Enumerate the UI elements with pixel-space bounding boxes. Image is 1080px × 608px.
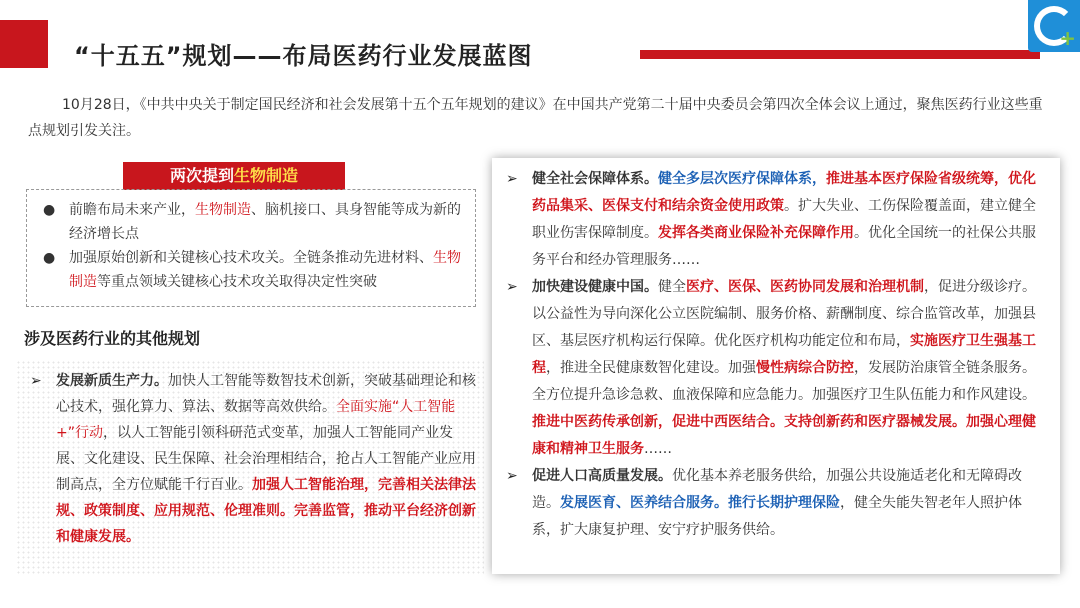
highlight-text: 健全多层次医疗保障体系， (658, 171, 826, 187)
bullet-icon: ● (43, 202, 56, 218)
text: 。优化全国统一的社保公共服务平台和经办管理服务…… (532, 225, 1036, 268)
text: …… (644, 441, 672, 457)
list-item (24, 368, 476, 550)
item-heading: 加快建设健康中国。 (532, 279, 658, 295)
header-red-line (640, 50, 1040, 59)
text: 。扩大失业、工伤保险覆盖面，建立健全职业伤害保障制度。 (532, 198, 1036, 241)
item-heading: 健全社会保障体系。 (532, 171, 658, 187)
text: 加强原始创新和关键核心技术攻关。全链条推动先进材料、 (69, 250, 433, 266)
highlight-text: 发展医育、医养结合服务。推行长期护理保险 (560, 495, 840, 511)
text: ，发展防治康管全链条服务。全方位提升急诊急救、血液保障和应急能力。加强医疗卫生队伍能力和作风建设。 (532, 360, 1036, 403)
list-item (37, 198, 465, 246)
brand-logo-icon: + (1028, 0, 1080, 52)
text: 前瞻布局未来产业， (69, 202, 195, 218)
text: ，促进分级诊疗。以公益性为导向深化公立医院编制、服务价格、薪酬制度、综合监管改革，加强县区、基层医疗机构运行保障。优化医疗机构功能定位和布局， (532, 279, 1036, 349)
highlight-text: 生物制造 (195, 202, 251, 218)
page-title: “十五五”规划——布局医药行业发展蓝图 (74, 42, 533, 70)
header-red-block (0, 20, 48, 68)
biomanufacturing-box (26, 189, 476, 307)
list-item (37, 246, 465, 294)
highlight-text: 发挥各类商业保险补充保障作用 (658, 225, 854, 241)
box1-header (123, 162, 345, 190)
highlight-text: 加强人工智能治理，完善相关法律法规、政策制度、应用规范、伦理准则。完善监管，推动平台经济创新和健康发展。 (56, 477, 476, 545)
text: ，健全失能失智老年人照护体系，扩大康复护理、安宁疗护服务供给。 (532, 495, 1022, 538)
highlight-text: 慢性病综合防控 (756, 360, 854, 376)
item-heading: 发展新质生产力。 (56, 373, 168, 389)
box1-header-prefix: 两次提到 (169, 166, 234, 185)
highlight-text: 生物制造 (69, 250, 461, 290)
box1-header-highlight: 生物制造 (234, 166, 299, 185)
text: 加快人工智能等数智技术创新，突破基础理论和核心技术，强化算力、算法、数据等高效供给。 (56, 373, 476, 415)
highlight-text: 推进基本医疗保险省级统筹，优化药品集采、医保支付和结余资金使用政策 (532, 171, 1036, 214)
text: ，推进全民健康数智化建设。加强 (546, 360, 756, 376)
text: 、脑机接口、具身智能等成为新的经济增长点 (69, 202, 461, 242)
item-heading: 促进人口高质量发展。 (532, 468, 672, 484)
arrow-bullet-icon: ➢ (506, 279, 518, 295)
arrow-bullet-icon: ➢ (506, 171, 518, 187)
list-item (500, 166, 1046, 274)
text: 优化基本养老服务供给，加强公共设施适老化和无障碍改造。 (532, 468, 1022, 511)
arrow-bullet-icon: ➢ (30, 373, 42, 389)
highlight-text: 实施医疗卫生强基工程 (532, 333, 1036, 376)
text: ，以人工智能引领科研范式变革，加强人工智能同产业发展、文化建设、民生保障、社会治理相结合，抢占人工智能产业应用制高点，全方位赋能千行百业。 (56, 425, 476, 493)
arrow-bullet-icon: ➢ (506, 468, 518, 484)
healthcare-policy-box (492, 158, 1060, 574)
highlight-text: 全面实施“人工智能+”行动 (56, 399, 456, 441)
text: 等重点领域关键核心技术攻关取得决定性突破 (97, 274, 377, 290)
list-item (500, 274, 1046, 463)
highlight-text: 医疗、医保、医药协同发展和治理机制 (686, 279, 924, 295)
list-item (500, 463, 1046, 544)
section-title: 涉及医药行业的其他规划 (24, 329, 201, 348)
intro-paragraph: 10月28日，《中共中央关于制定国民经济和社会发展第十五个五年规划的建议》在中国共产党第二十届中央委员会第四次全体会议上通过，聚焦医药行业这些重点规划引发关注。 (28, 97, 1043, 139)
ai-productivity-box (16, 360, 484, 574)
text: 健全 (658, 279, 686, 295)
highlight-text: 推进中医药传承创新，促进中西医结合。支持创新药和医疗器械发展。加强心理健康和精神卫生服务 (532, 414, 1036, 457)
bullet-icon: ● (43, 250, 56, 266)
